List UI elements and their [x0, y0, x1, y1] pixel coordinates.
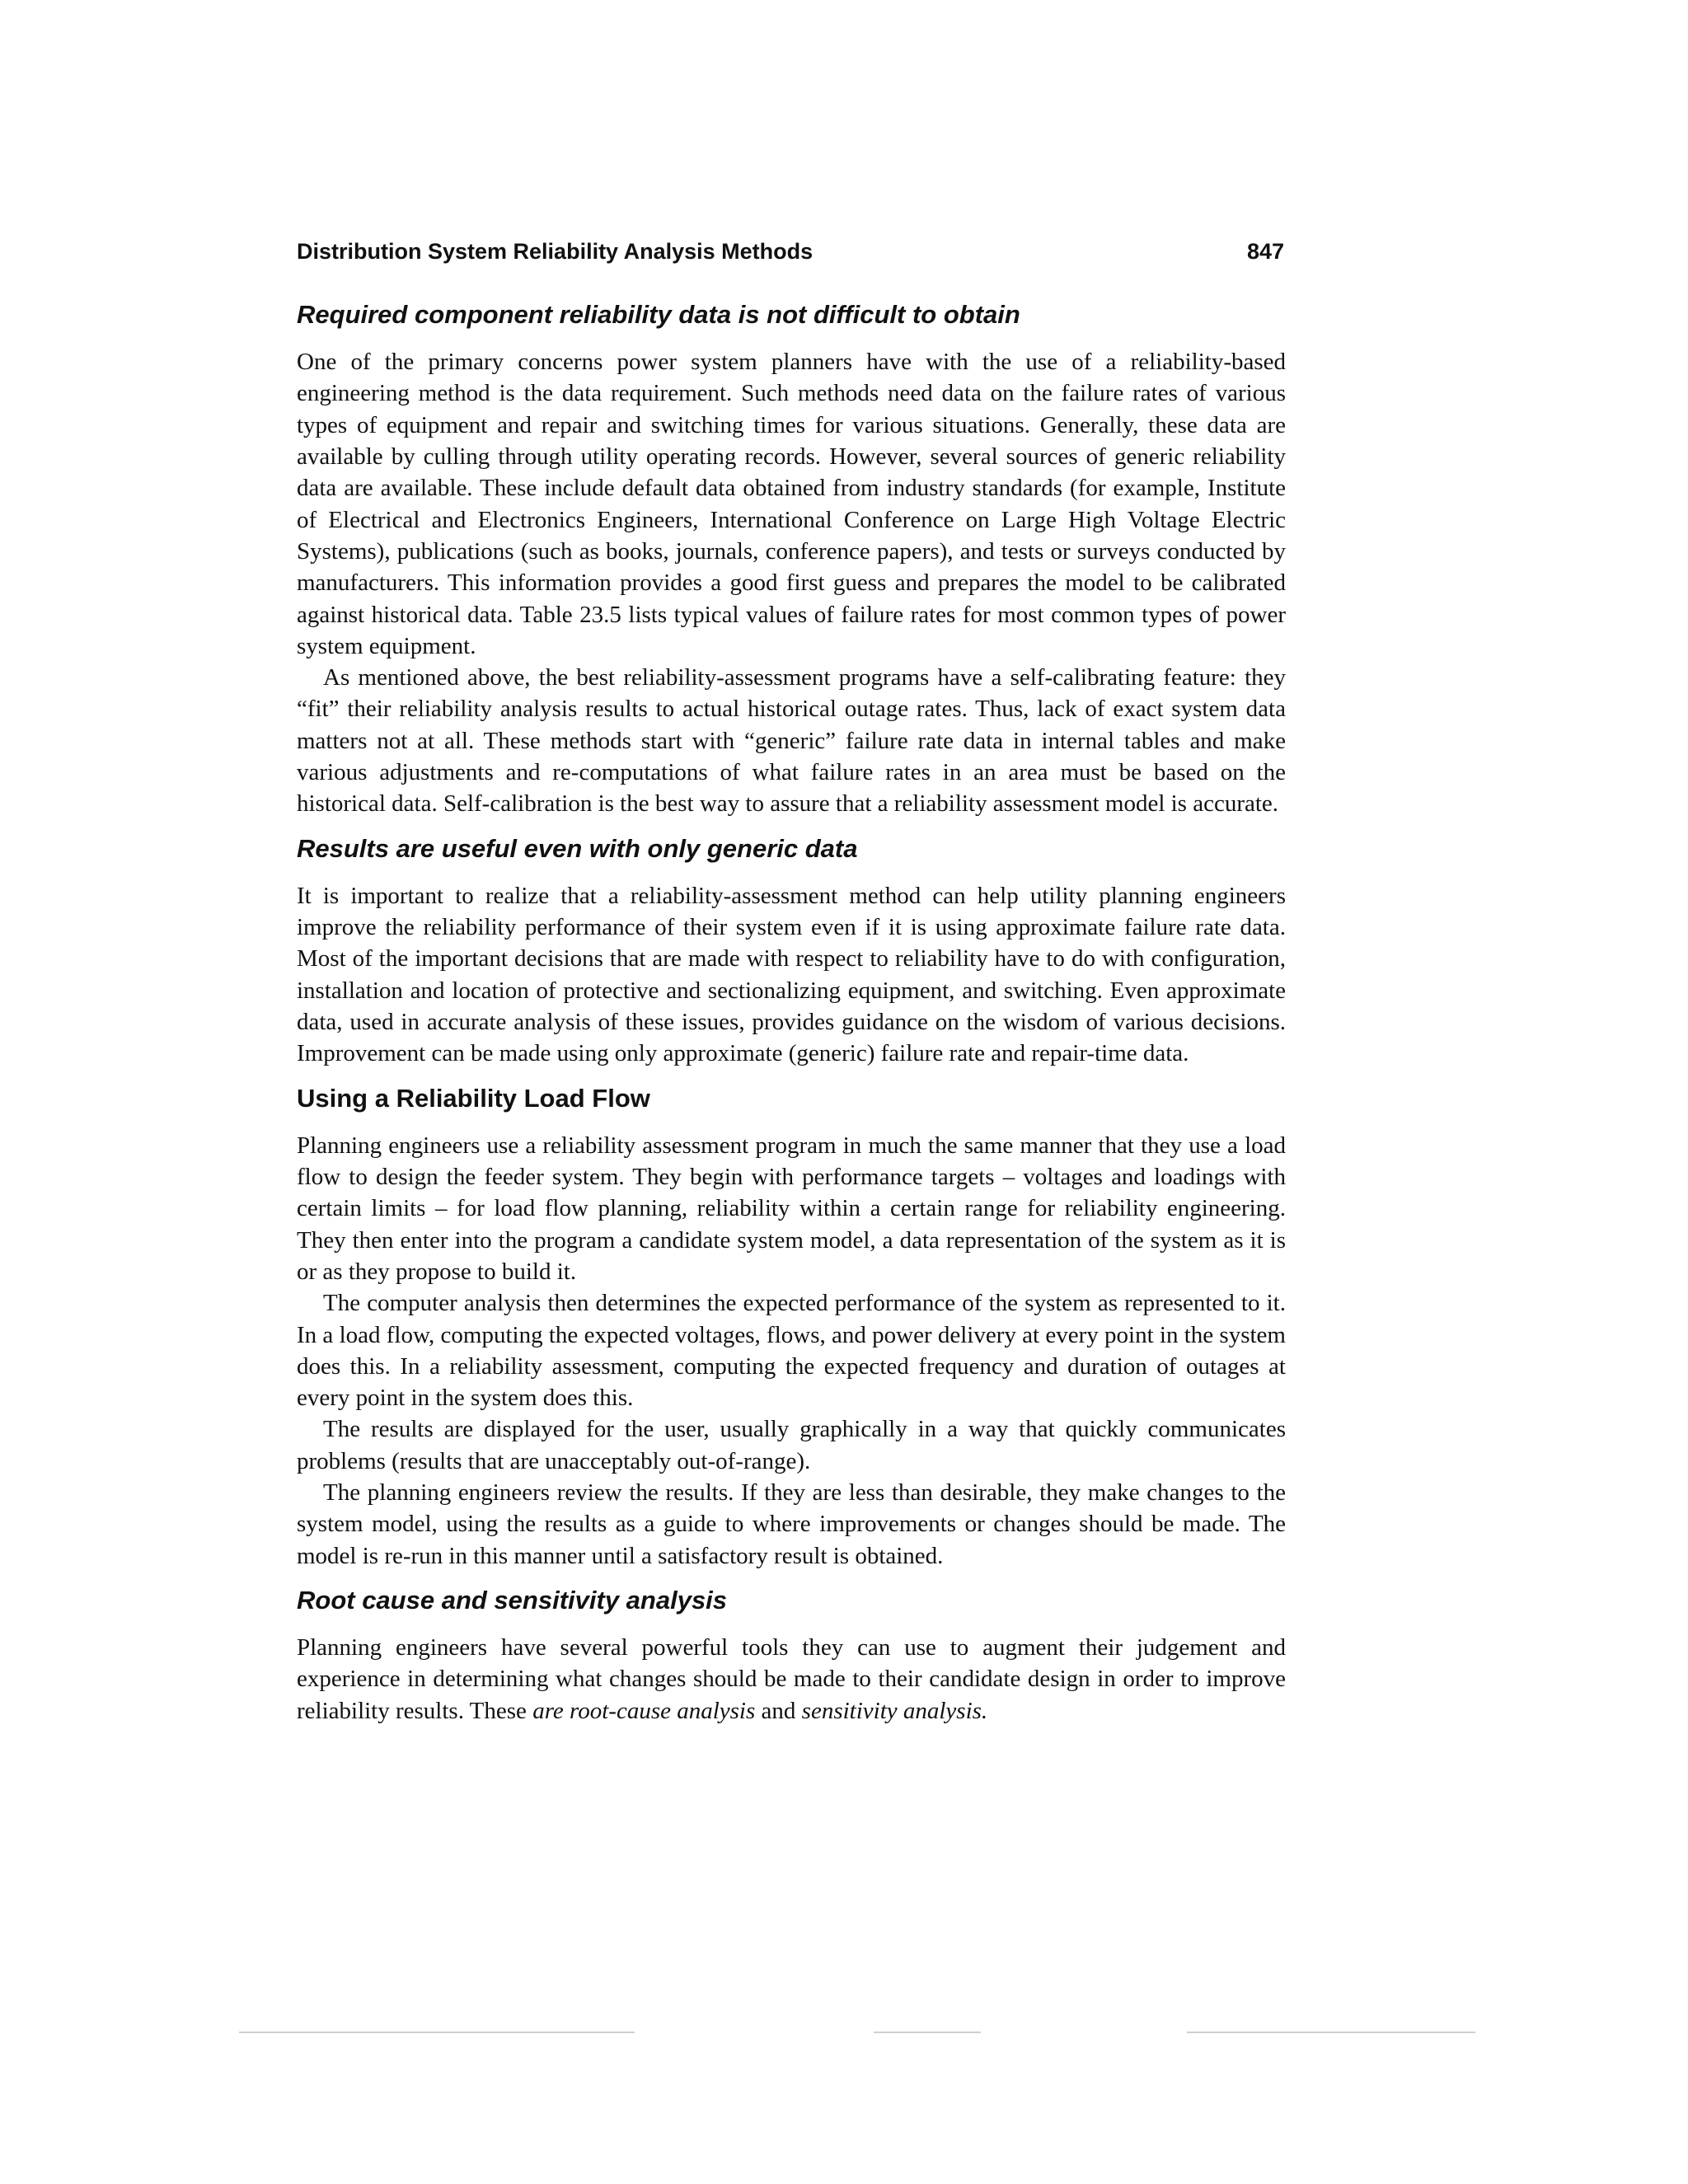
paragraph: The computer analysis then determines the expected performance of the system as represented to it. In a load flow, computing the expected voltages, flows, and power delivery at every point in the system does this. In a reliability assessment, computing the expected frequency and duration of outages at every point in the system does this.: [297, 1290, 1286, 1412]
paragraph: It is important to realize that a reliability-assessment method can help utility planning engineers improve the reliability performance of their system even if it is using approximate failure rate data. Most of the important decisions that are made with respect to reliability have to do with configuration, installation and location of protective and sectionalizing equipment, and switching. Even approximate data, used in accurate analysis of these issues, provides guidance on the wisdom of various decisions. Improvement can be made using only approximate (generic) failure rate and repair-time data.: [297, 882, 1286, 1067]
paragraph-text: Planning engineers have several powerful tools they can use to augment their judgement and experience in determining what changes should be made to their candidate design in order to improve reliability results. These: [297, 1634, 1286, 1724]
section-root-cause: [297, 1585, 1286, 1727]
emphasis-sensitivity: sensitivity analysis.: [801, 1697, 988, 1724]
scan-artifact-line: [239, 2032, 635, 2033]
paragraph: One of the primary concerns power system planners have with the use of a reliability-based engineering method is the data requirement. Such methods need data on the failure rates of various types of equipment and repair and switching times for various situations. Generally, these data are available by culling through utility operating records. However, several sources of generic reliability data are available. These include default data obtained from industry standards (for example, Institute of Electrical and Electronics Engineers, International Conference on Large High Voltage Electric Systems), publications (such as books, journals, conference papers), and tests or surveys conducted by manufacturers. This information provides a good first guess and prepares the model to be calibrated against historical data. Table 23.5 lists typical values of failure rates for most common types of power system equipment.: [297, 349, 1286, 659]
running-header-title: Distribution System Reliability Analysis Methods: [297, 239, 814, 264]
section-heading: Root cause and sensitivity analysis: [297, 1585, 728, 1615]
page-number: 847: [1246, 239, 1284, 264]
running-header: [297, 239, 1286, 265]
scan-artifact-line: [1187, 2032, 1475, 2033]
paragraph: The results are displayed for the user, usually graphically in a way that quickly communicates problems (results that are unacceptably out-of-range).: [297, 1416, 1286, 1474]
section-heading: Required component reliability data is not difficult to obtain: [297, 300, 1020, 329]
emphasis-root-cause: are root-cause analysis: [532, 1697, 756, 1724]
paragraph: As mentioned above, the best reliability-assessment programs have a self-calibrating feature: they “fit” their reliability analysis results to actual historical outage rates. Thus, lack of exact system data matters not at all. These methods start with “generic” failure rate data in internal tables and make various adjustments and re-computations of what failure rates in an area must be based on the historical data. Self-calibration is the best way to assure that a reliability assessment model is accurate.: [297, 664, 1286, 818]
document-page: [297, 239, 1286, 1740]
section-component-data: [297, 299, 1286, 820]
paragraph-text: and: [755, 1697, 802, 1724]
paragraph: [297, 1632, 1286, 1727]
section-heading: Using a Reliability Load Flow: [297, 1083, 650, 1113]
section-generic-data: [297, 833, 1286, 1070]
section-heading: Results are useful even with only generic data: [297, 833, 858, 863]
paragraph: Planning engineers use a reliability assessment program in much the same manner that they use a load flow to design the feeder system. They begin with performance targets – voltages and loadings with certain limits – for load flow planning, reliability within a certain range for reliability engineering. They then enter into the program a candidate system model, a data representation of the system as it is or as they propose to build it.: [297, 1132, 1286, 1285]
paragraph: The planning engineers review the results. If they are less than desirable, they make changes to the system model, using the results as a guide to where improvements or changes should be made. The model is re-run in this manner until a satisfactory result is obtained.: [297, 1479, 1286, 1569]
section-reliability-load-flow: [297, 1083, 1286, 1572]
scan-artifact-line: [874, 2032, 981, 2033]
